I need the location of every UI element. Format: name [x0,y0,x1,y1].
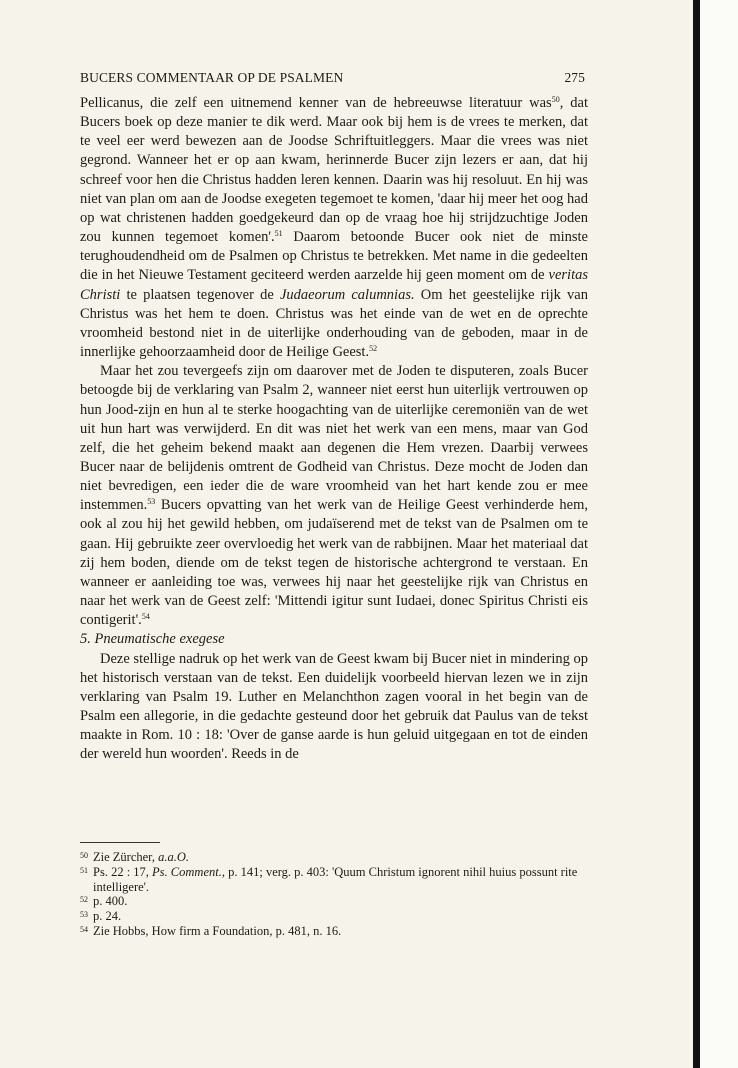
footnote [80,909,588,924]
footnote-ref-54: 54 [141,612,150,622]
text-run: Ps. 22 : 17, [93,864,153,879]
text-run: p. 141; verg. p. 403: 'Quum Christum ignorent nihil huius possunt rite intelligere'. [93,864,578,894]
footnotes [80,850,588,939]
text-run: Daarom betoonde Bucer ook niet de minste terughoudendheid om de Psalmen op Christus te betrekken. Met name in die gedeelten die in het Nieuwe Testament geciteerd werden aarzelde hij geen moment om de [80,229,588,284]
text-run: Pellicanus, die zelf een uitnemend kenner van de hebreeuwse literatuur was [80,95,552,111]
main-text [80,94,588,764]
footnote-number: 50 [80,851,88,860]
footnote-ref-53: 53 [147,497,156,507]
paragraph-3: Deze stellige nadruk op het werk van de Geest kwam bij Bucer niet in mindering op het historisch verstaan van de tekst. Een duidelijk voorbeeld hiervan lezen we in zijn verklaring van Psalm 19. Luther en Melanchthon zagen vooral in het begin van de Psalm een allegorie, in die gedachte gesteund door het gebruik dat Paulus van de tekst maakte in Rom. 10 : 18: 'Over de ganse aarde is hun geluid uitgegaan en tot de einden der wereld hun woorden'. Reeds in de [80,650,588,763]
page-edge-shadow [693,0,700,1068]
footnote [80,865,588,895]
footnote-rule [80,842,160,843]
scan-margin [700,0,738,1068]
text-run: , dat Bucers boek op deze manier te dik werd. Maar ook bij hem is de vrees te merken, dat te veel eer werd bewezen aan de Joodse Schriftuitleggers. Maar die vrees was niet gegrond. Wanneer het er op aan kwam, herinnerde Bucer zijn lezers er aan, dat hij schreef voor hen die Christus hadden leren kennen. Daarin was hij resoluut. En hij was niet van plan om aan de Joodse exegeten tegemoet te komen, 'daar hij meer het oog had op wat christenen hadden goedgekeurd dan op de vraag hoe hij strijdzuchtige Joden zou kunnen tegemoet komen'. [80,95,588,246]
footnote-number: 54 [80,924,88,934]
footnote-number: 51 [80,865,88,875]
footnote-ref-52: 52 [369,344,378,354]
italic-phrase: a.a.O. [158,850,189,864]
section-heading [80,630,588,649]
text-run: Om het geestelijke rijk van Christus was het hem te doen. Christus was het einde van de wet en de oprechte vroomheid bestond niet in de uiterlijke onderhouding van de geboden, maar in de innerlijke gehoorzaamheid door de Heilige Geest. [80,286,588,361]
text-run: Zie Hobbs, How firm a Foundation, p. 481, n. 16. [93,923,342,938]
paragraph-1 [80,94,588,362]
text-run: te plaatsen tegenover de [120,286,280,303]
section-number: 5. [80,631,91,648]
page-number: 275 [564,70,585,85]
running-header [80,70,585,86]
footnote-number: 53 [80,910,88,920]
paragraph-2 [80,362,588,630]
footnote [80,850,588,865]
italic-phrase: Ps. Comment., [152,864,225,879]
text-run: Zie Zürcher, [93,850,159,864]
footnote [80,924,588,939]
section-title: Pneumatische exegese [94,631,225,648]
text-run: Bucers opvatting van het werk van de Heilige Geest verhinderde hem, ook al zou hij het gewild hebben, om judaïserend met de tekst van de Psalmen om te gaan. Hij gebruikte zeer overvloedig het werk van de rabbijnen. Maar het materiaal dat zij hem boden, diende om de tekst tegen de historische achtergrond te verstaan. En wanneer er aanleiding toe was, verwees hij naar het geestelijke rijk van Christus en naar het werk van de Geest zelf: 'Mittendi igitur sunt Iudaei, donec Spiritus Christi eis contigerit'. [80,497,588,629]
italic-phrase: Judaeorum calumnias. [279,286,415,303]
text-run: p. 24. [93,909,122,924]
footnote [80,894,588,909]
footnote-ref-50: 50 [551,95,560,104]
text-run: p. 400. [93,894,128,909]
running-title: BUCERS COMMENTAAR OP DE PSALMEN [80,70,344,85]
text-run: Maar het zou tevergeefs zijn om daarover met de Joden te disputeren, zoals Bucer betoogde bij de verklaring van Psalm 2, wanneer niet eerst hun uiterlijk vertrouwen op hun Jood-zijn en hun al te sterke hoogachting van de uiterlijke ceremoniën van de wet uit hun hart was verwijderd. En dit was niet het werk van een mens, maar van God zelf, die het geheim bekend maakt aan degenen die Hem vrezen. Daarbij verwees Bucer naar de belijdenis omtrent de Godheid van Christus. Deze mocht de Joden dan niet bevredigen, een ieder die de ware vroomheid van het hart kende zou er mee instemmen. [80,363,588,514]
footnote-number: 52 [80,895,88,905]
footnote-ref-51: 51 [274,229,283,239]
italic-phrase: veritas Christi [80,267,588,303]
